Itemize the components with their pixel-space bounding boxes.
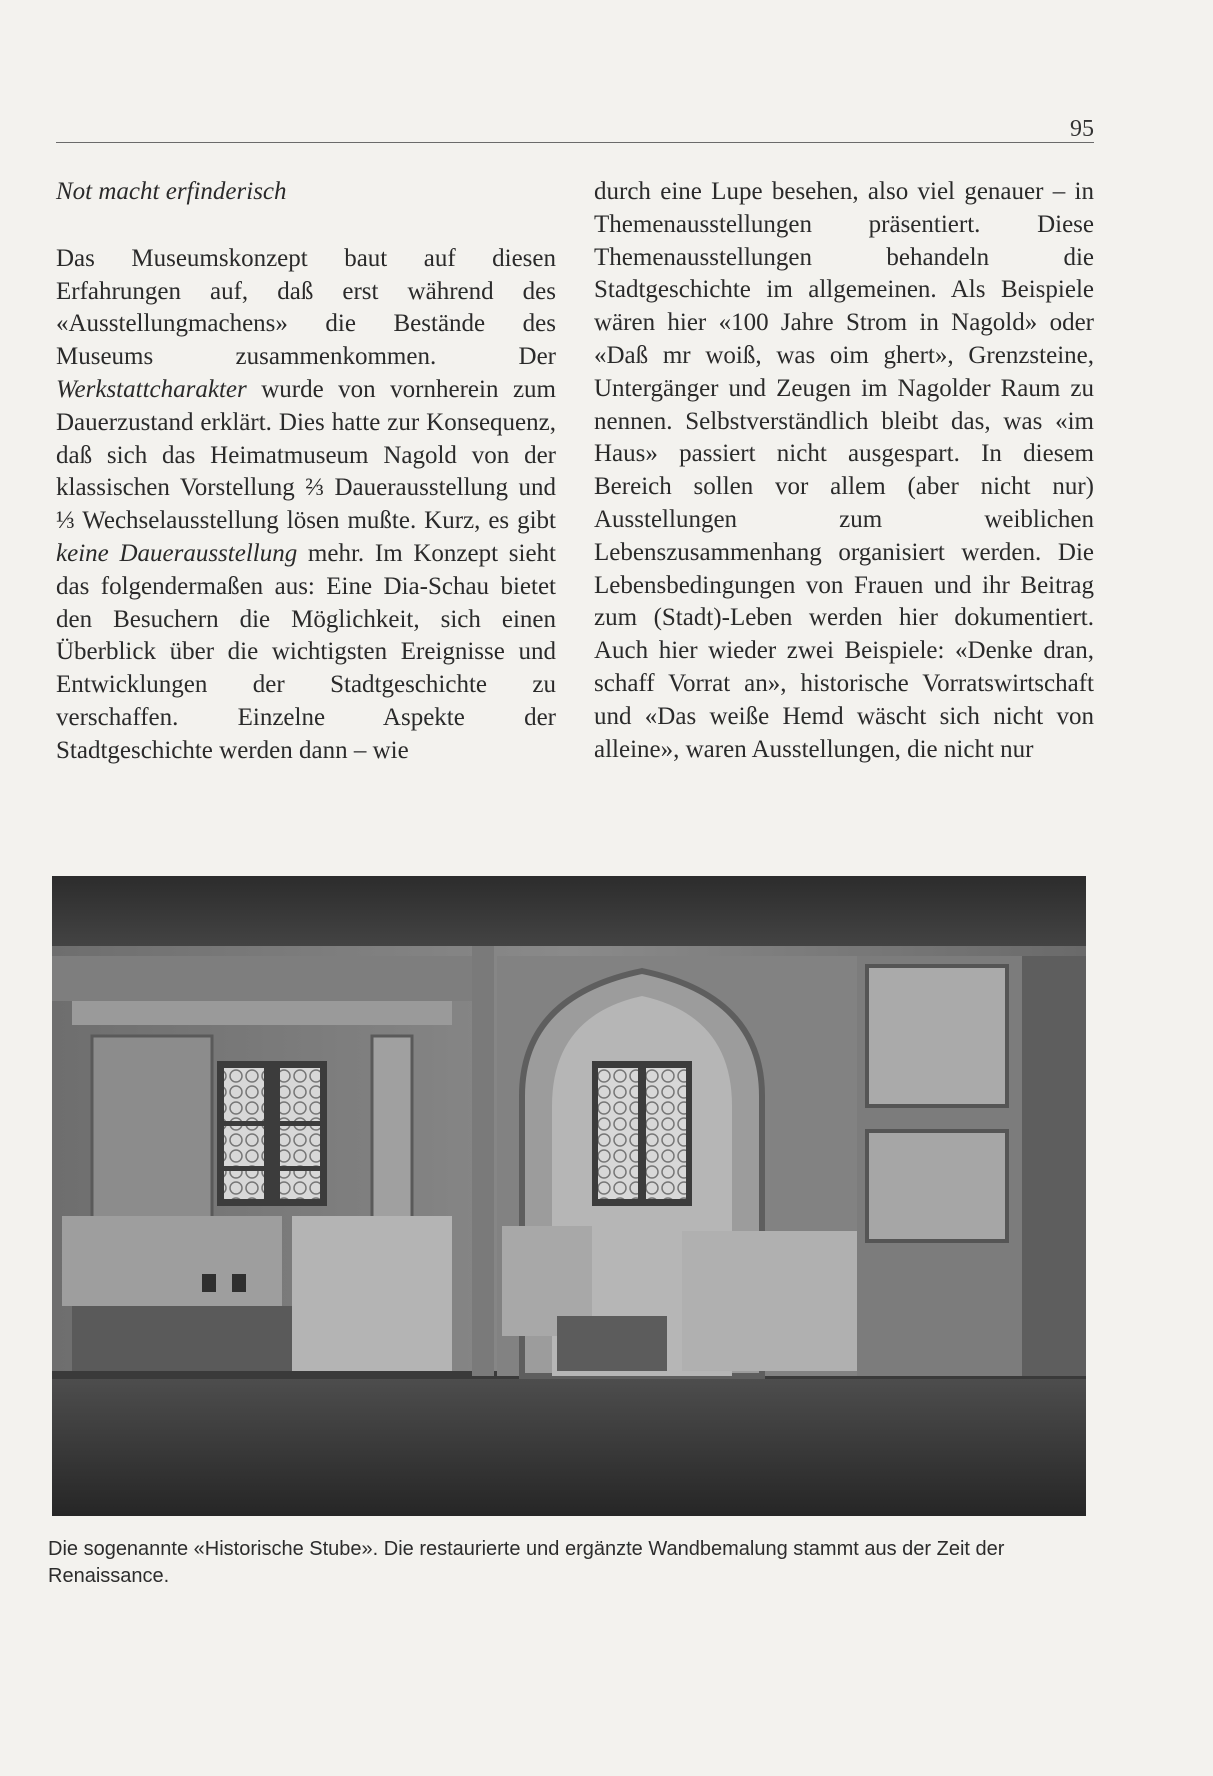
emphasis-werkstatt: Werkstattcharakter <box>56 375 247 403</box>
right-column <box>594 176 1094 766</box>
text-run: wurde von vornherein zum Dauerzustand erklärt. Dies hatte zur Konsequenz, daß sich das Heimatmuseum Nagold von der klassischen Vorstellung ⅔ Dauerausstellung und ⅓ Wechselausstellung lösen mußte. Kurz, es gibt <box>56 375 556 535</box>
header-rule <box>56 142 1094 143</box>
emphasis-keine: keine Dauerausstellung <box>56 539 298 567</box>
section-heading: Not macht erfinderisch <box>56 178 287 205</box>
text-run: Das Museumskonzept baut auf diesen Erfahrungen auf, daß erst während des «Ausstellungmachens» die Bestände des Museums zusammenkommen. Der <box>56 244 556 371</box>
figure-photo-historische-stube <box>52 876 1086 1516</box>
figure-caption: Die sogenannte «Historische Stube». Die restaurierte und ergänzte Wandbemalung stammt aus der Zeit der Renaissance. <box>48 1538 1005 1587</box>
left-column <box>56 176 556 768</box>
body-paragraph-left <box>56 243 556 768</box>
page-number: 95 <box>1070 116 1094 142</box>
body-paragraph-right: durch eine Lupe besehen, also viel genauer – in Themenausstellungen präsentiert. Diese Themenausstellungen behandeln die Stadtgeschichte im allgemeinen. Als Beispiele wären hier «100 Jahre Strom in Nagold» oder «Daß mr woiß, was oim ghert», Grenzsteine, Untergänger und Zeugen im Nagolder Raum zu nennen. Selbstverständlich bleibt das, was «im Haus» passiert nicht ausgespart. In diesem Bereich sollen vor allem (aber nicht nur) Ausstellungen zum weiblichen Lebenszusammenhang organisiert werden. Die Lebensbedingungen von Frauen und ihr Beitrag zum (Stadt)-Leben werden hier dokumentiert. Auch hier wieder zwei Beispiele: «Denke dran, schaff Vorrat an», historische Vorratswirtschaft und «Das weiße Hemd wäscht sich nicht von alleine», waren Ausstellungen, die nicht nur <box>594 178 1094 763</box>
photo-illustration <box>52 876 1086 1516</box>
text-run: mehr. Im Konzept sieht das folgendermaßen aus: Eine Dia-Schau bietet den Besuchern die Möglichkeit, sich einen Überblick über die wichtigsten Ereignisse und Entwicklungen der Stadtgeschichte zu verschaffen. Einzelne Aspekte der Stadtgeschichte werden dann – wie <box>56 539 556 764</box>
